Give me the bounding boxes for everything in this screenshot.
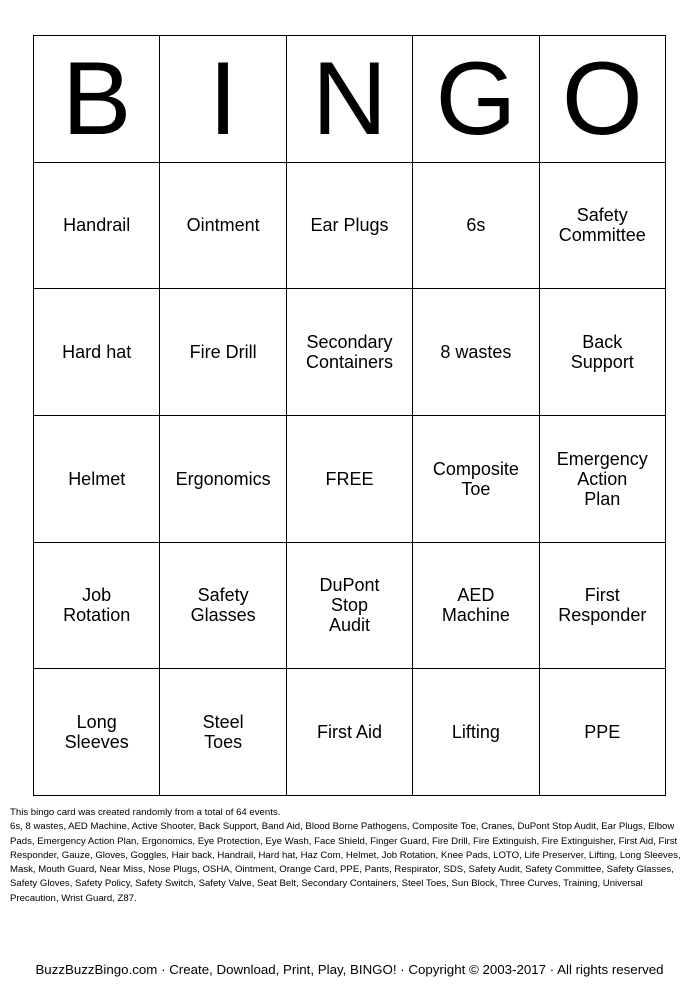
bingo-cell: First Responder [540, 543, 666, 670]
bingo-cell: Lifting [413, 669, 539, 796]
free-space-cell: FREE [287, 416, 413, 543]
header-letter-i: I [160, 36, 286, 163]
bingo-cell: Emergency Action Plan [540, 416, 666, 543]
page-footer: BuzzBuzzBingo.com · Create, Download, Print, Play, BINGO! · Copyright © 2003-2017 · All rights reserved [35, 962, 664, 977]
bingo-cell: Back Support [540, 289, 666, 416]
header-letter-g: G [413, 36, 539, 163]
bingo-cell: Fire Drill [160, 289, 286, 416]
bingo-cell: Composite Toe [413, 416, 539, 543]
notes-intro: This bingo card was created randomly from a total of 64 events. [10, 807, 281, 818]
bingo-cell: Ear Plugs [287, 163, 413, 290]
header-letter-b: B [34, 36, 160, 163]
card-notes [10, 806, 690, 906]
header-letter-o: O [540, 36, 666, 163]
bingo-cell: Ointment [160, 163, 286, 290]
bingo-cell: Hard hat [34, 289, 160, 416]
bingo-card [33, 35, 666, 796]
header-letter-n: N [287, 36, 413, 163]
bingo-cell: 8 wastes [413, 289, 539, 416]
bingo-cell: First Aid [287, 669, 413, 796]
bingo-cell: DuPont Stop Audit [287, 543, 413, 670]
bingo-cell: Job Rotation [34, 543, 160, 670]
bingo-cell: Ergonomics [160, 416, 286, 543]
bingo-cell: 6s [413, 163, 539, 290]
bingo-cell: Steel Toes [160, 669, 286, 796]
bingo-cell: Safety Committee [540, 163, 666, 290]
bingo-cell: AED Machine [413, 543, 539, 670]
notes-event-list: 6s, 8 wastes, AED Machine, Active Shooter, Back Support, Band Aid, Blood Borne Pathogens, Composite Toe, Cranes, DuPont Stop Audit, Ear Plugs, Elbow Pads, Emergency Action Plan, Ergonomics, Eye Protection, Eye Wash, Face Shield, Finger Guard, Fire Drill, Fire Extinguish, Fire Extinguisher, First Aid, First Responder, Gauze, Gloves, Goggles, Hair back, Handrail, Hard hat, Haz Com, Helmet, Job Rotation, Knee Pads, LOTO, Life Preserver, Lifting, Long Sleeves, Mask, Mouth Guard, Near Miss, Nose Plugs, OSHA, Ointment, Orange Card, PPE, Pants, Respirator, SDS, Safety Audit, Safety Committee, Safety Glasses, Safety Gloves, Safety Policy, Safety Switch, Safety Valve, Seat Belt, Secondary Containers, Steel Toes, Sun Block, Three Curves, Training, Universal Precaution, Wrist Guard, Z87. [10, 821, 681, 904]
bingo-cell: Safety Glasses [160, 543, 286, 670]
bingo-cell: PPE [540, 669, 666, 796]
bingo-cell: Secondary Containers [287, 289, 413, 416]
bingo-cell: Helmet [34, 416, 160, 543]
bingo-cell: Long Sleeves [34, 669, 160, 796]
bingo-cell: Handrail [34, 163, 160, 290]
